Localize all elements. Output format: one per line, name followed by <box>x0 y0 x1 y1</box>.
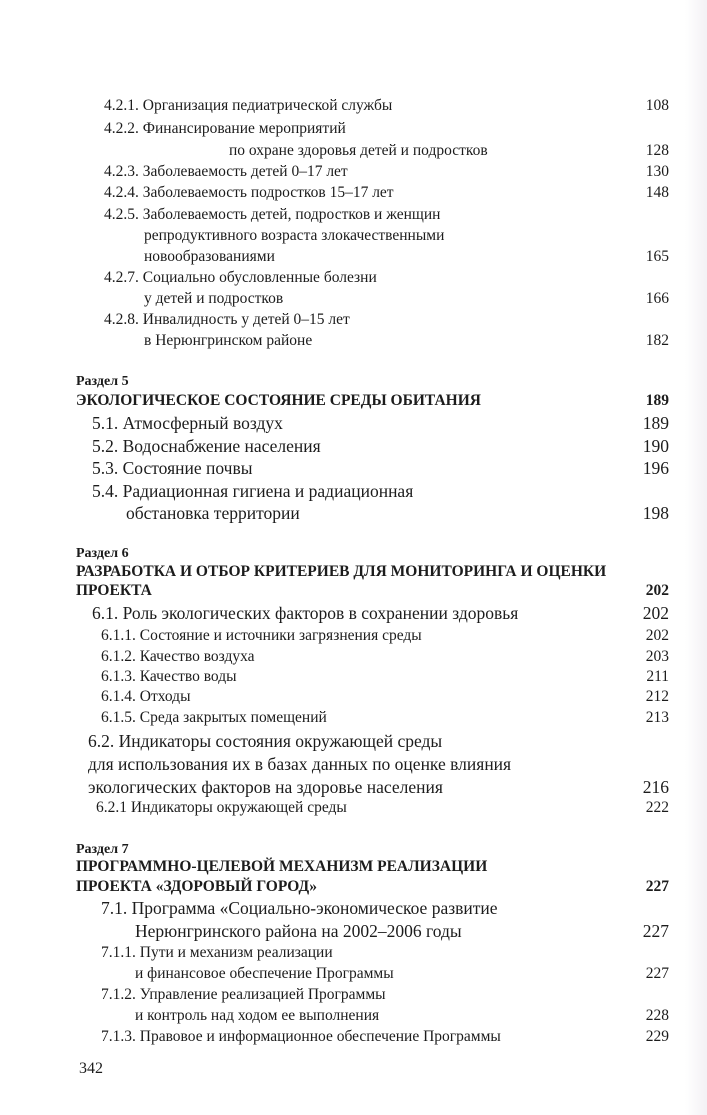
toc-entry-title: 6.1.2. Качество воздуха <box>101 648 255 665</box>
toc-entry-continuation: репродуктивного возраста злокачественными <box>144 227 445 244</box>
toc-entry-page: 166 <box>645 290 669 307</box>
toc-entry-page: 165 <box>645 248 669 265</box>
toc-entry-title: 4.2.8. Инвалидность у детей 0–15 лет <box>104 311 350 328</box>
toc-entry-title: 4.2.5. Заболеваемость детей, подростков и женщин <box>104 206 441 223</box>
toc-entry-title: 5.3. Состояние почвы <box>92 458 253 478</box>
toc-entry-continuation: по охране здоровья детей и подростков <box>229 142 488 159</box>
section-label: Раздел 7 <box>76 842 129 857</box>
toc-entry-page: 222 <box>645 799 669 816</box>
toc-entry-continuation: и финансовое обеспечение Программы <box>135 965 394 982</box>
toc-entry-page: 216 <box>642 777 669 797</box>
toc-entry-title: 4.2.3. Заболеваемость детей 0–17 лет <box>104 163 348 180</box>
toc-entry-continuation: новообразованиями <box>144 248 275 265</box>
toc-entry-page: 108 <box>645 97 669 114</box>
toc-entry-page: 203 <box>645 648 669 665</box>
toc-entry-page: 228 <box>645 1007 669 1024</box>
toc-entry-page: 198 <box>642 503 669 523</box>
toc-entry-continuation: обстановка территории <box>126 503 300 523</box>
toc-entry-title: 5.1. Атмосферный воздух <box>92 413 283 433</box>
toc-entry-page: 202 <box>642 603 669 623</box>
toc-entry-title: 4.2.4. Заболеваемость подростков 15–17 лет <box>104 184 394 201</box>
toc-entry-title: 4.2.2. Финансирование мероприятий <box>104 120 346 137</box>
toc-entry-title: 4.2.1. Организация педиатрической службы <box>104 97 393 114</box>
toc-entry-continuation: и контроль над ходом ее выполнения <box>135 1007 380 1024</box>
toc-entry-continuation: в Нерюнгринском районе <box>144 332 313 349</box>
toc-entry-page: 189 <box>642 413 669 433</box>
toc-entry-title: 6.1.1. Состояние и источники загрязнения среды <box>101 627 422 644</box>
toc-entry-page: 227 <box>645 965 669 982</box>
section-heading-continuation: ПРОЕКТА «ЗДОРОВЫЙ ГОРОД» <box>76 878 317 895</box>
toc-entry-title: 6.2.1 Индикаторы окружающей среды <box>96 799 347 816</box>
toc-entry-page: 196 <box>642 458 669 478</box>
toc-entry-title: 7.1.2. Управление реализацией Программы <box>101 986 386 1003</box>
toc-entry-title: 7.1.1. Пути и механизм реализации <box>101 944 333 961</box>
toc-entry-title: 6.1. Роль экологических факторов в сохранении здоровья <box>92 603 519 623</box>
toc-entry-title: 6.2. Индикаторы состояния окружающей среды <box>88 731 443 751</box>
toc-entry-page: 211 <box>646 668 669 685</box>
toc-entry-continuation: Нерюнгринского района на 2002–2006 годы <box>135 921 462 941</box>
toc-entry-title: 4.2.7. Социально обусловленные болезни <box>104 269 377 286</box>
toc-entry-continuation: для использования их в базах данных по оценке влияния <box>88 754 512 774</box>
toc-entry-page: 148 <box>645 184 669 201</box>
section-heading-continuation: ПРОЕКТА <box>76 582 152 599</box>
page-edge-shadow <box>685 0 707 1115</box>
section-heading: РАЗРАБОТКА И ОТБОР КРИТЕРИЕВ ДЛЯ МОНИТОРИНГА И ОЦЕНКИ <box>76 563 607 580</box>
toc-entry-page: 212 <box>645 688 669 705</box>
toc-entry-title: 6.1.5. Среда закрытых помещений <box>101 709 327 726</box>
section-label: Раздел 6 <box>76 546 129 561</box>
section-page: 227 <box>645 878 669 895</box>
toc-entry-title: 7.1. Программа «Социально-экономическое развитие <box>101 898 498 918</box>
toc-entry-title: 7.1.3. Правовое и информационное обеспечение Программы <box>101 1028 501 1045</box>
page-number: 342 <box>79 1060 103 1077</box>
toc-entry-page: 229 <box>645 1028 669 1045</box>
toc-entry-title: 5.4. Радиационная гигиена и радиационная <box>92 481 414 501</box>
section-label: Раздел 5 <box>76 374 129 389</box>
toc-entry-page: 213 <box>645 709 669 726</box>
toc-entry-page: 227 <box>642 921 669 941</box>
toc-entry-page: 190 <box>642 436 669 456</box>
section-page: 189 <box>645 392 669 409</box>
section-heading: ПРОГРАММНО-ЦЕЛЕВОЙ МЕХАНИЗМ РЕАЛИЗАЦИИ <box>76 858 488 875</box>
toc-entry-page: 128 <box>645 142 669 159</box>
toc-entry-page: 182 <box>645 332 669 349</box>
toc-entry-continuation: у детей и подростков <box>144 290 284 307</box>
toc-entry-title: 6.1.4. Отходы <box>101 688 191 705</box>
section-heading: ЭКОЛОГИЧЕСКОЕ СОСТОЯНИЕ СРЕДЫ ОБИТАНИЯ <box>76 392 481 409</box>
toc-entry-continuation: экологических факторов на здоровье населения <box>88 777 443 797</box>
toc-entry-title: 6.1.3. Качество воды <box>101 668 237 685</box>
toc-entry-title: 5.2. Водоснабжение населения <box>92 436 321 456</box>
toc-entry-page: 130 <box>645 163 669 180</box>
section-page: 202 <box>645 582 669 599</box>
toc-entry-page: 202 <box>645 627 669 644</box>
